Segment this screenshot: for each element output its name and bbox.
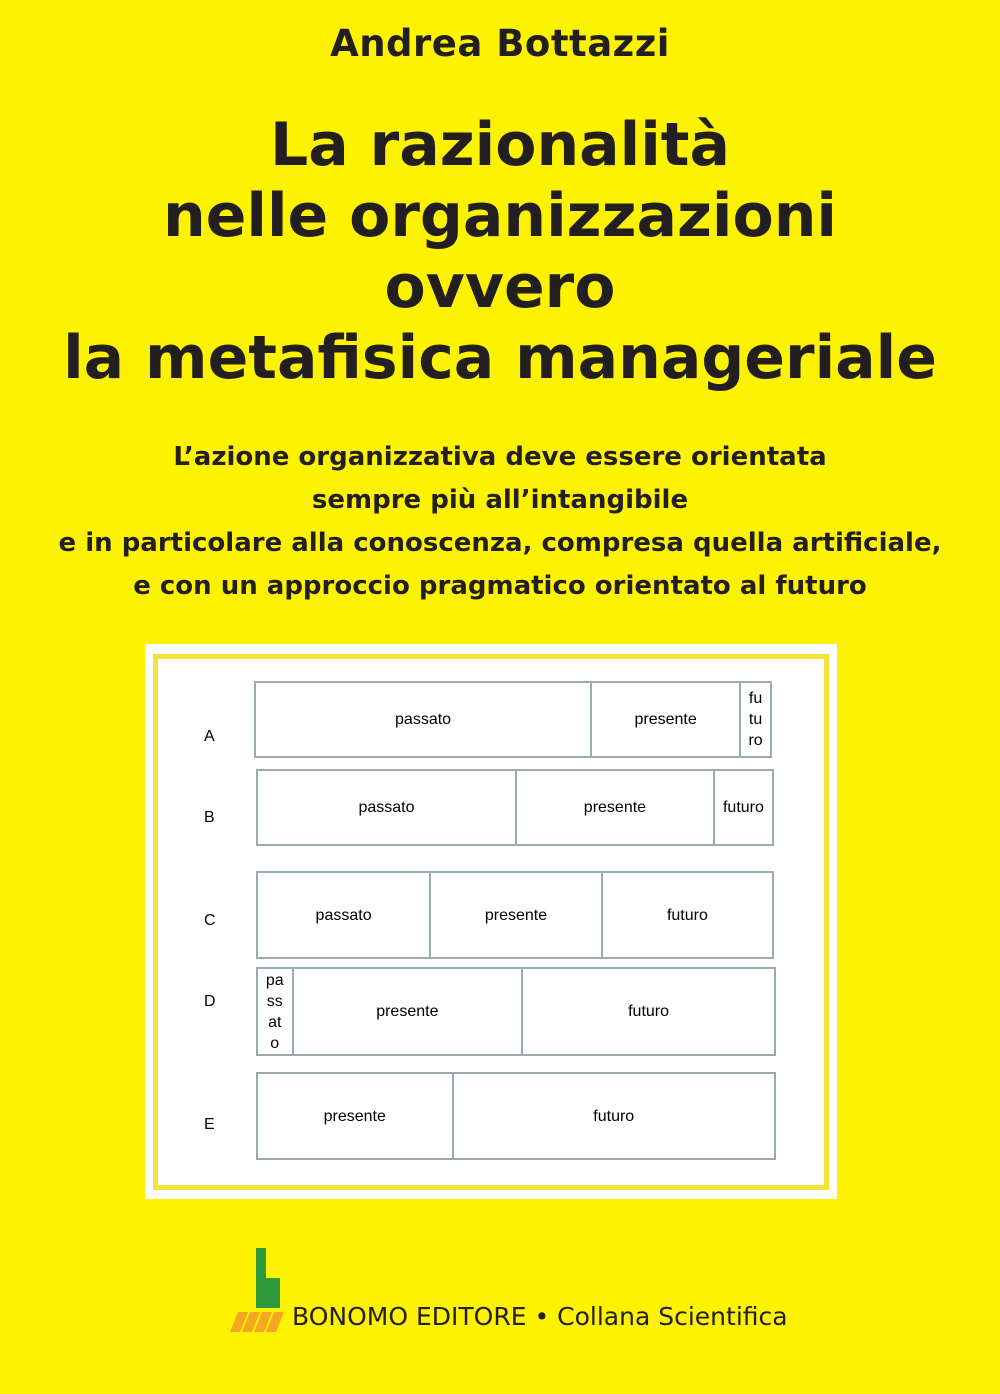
subtitle-line: sempre più all’intangibile	[311, 485, 689, 515]
timeline-cell: passato	[315, 906, 372, 924]
timeline-bar-c	[256, 871, 774, 959]
subtitle-line: L’azione organizzativa deve essere orientata	[173, 442, 827, 472]
row-label-d: D	[204, 993, 216, 1010]
book-title	[0, 110, 1000, 394]
timeline-bar-b	[256, 769, 774, 846]
author-name: Andrea Bottazzi	[330, 22, 670, 65]
timeline-cell: fu tu ro	[739, 683, 770, 756]
timeline-cell: passato	[395, 711, 452, 728]
timeline-cell: futuro	[452, 1074, 775, 1158]
row-label-a: A	[204, 728, 215, 745]
subtitle-line: e in particolare alla conoscenza, compresa quella artificiale,	[58, 528, 942, 558]
row-label-e: E	[204, 1116, 215, 1133]
timeline-cell: presente	[429, 873, 601, 957]
timeline-cell: pa ss at o	[265, 971, 284, 1052]
publisher-separator: •	[534, 1302, 550, 1331]
timeline-cell: futuro	[713, 771, 772, 844]
publisher-logo-icon	[230, 1248, 284, 1334]
title-line: ovvero	[384, 252, 616, 322]
timeline-cell: presente	[323, 1107, 386, 1125]
row-label-c: C	[204, 912, 216, 929]
timeline-cell: presente	[590, 683, 739, 756]
timeline-cell: passato	[358, 799, 415, 816]
timeline-cell: futuro	[521, 969, 774, 1054]
publisher-name: BONOMO EDITORE	[292, 1302, 527, 1331]
title-line: nelle organizzazioni	[163, 181, 837, 251]
timeline-bar-a	[254, 681, 772, 758]
publisher-line	[292, 1302, 788, 1331]
book-subtitle	[0, 436, 1000, 608]
timeline-bar-e	[256, 1072, 776, 1160]
timeline-cell: presente	[292, 969, 522, 1054]
title-line: la metafisica manageriale	[63, 323, 937, 393]
subtitle-line: e con un approccio pragmatico orientato al futuro	[133, 571, 867, 601]
timeline-cell: futuro	[601, 873, 772, 957]
row-label-b: B	[204, 809, 215, 826]
timeline-cell: presente	[515, 771, 713, 844]
diagram-frame	[145, 644, 837, 1199]
publisher-series: Collana Scientifica	[557, 1302, 788, 1331]
timeline-bar-d	[256, 967, 776, 1056]
title-line: La razionalità	[270, 110, 730, 180]
